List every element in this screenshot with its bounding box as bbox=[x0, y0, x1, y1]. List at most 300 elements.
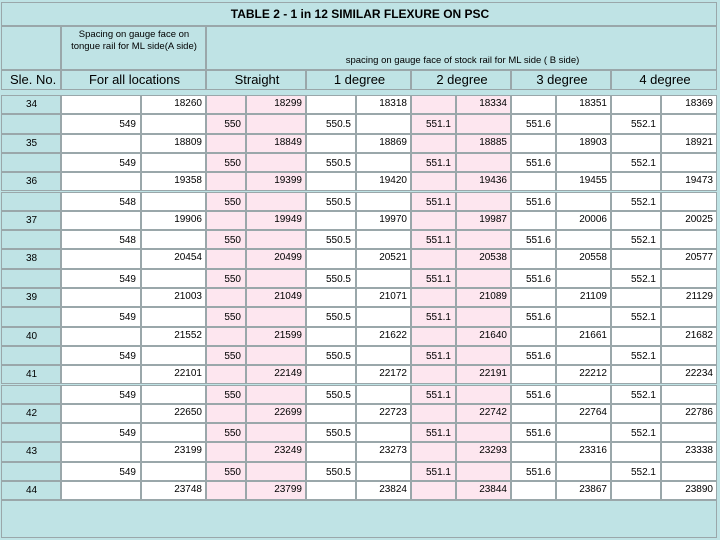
table-cell bbox=[1, 153, 61, 172]
cell-value: 19906 bbox=[174, 213, 202, 225]
table-cell bbox=[306, 288, 356, 307]
table-cell bbox=[661, 423, 717, 442]
table-cell bbox=[61, 365, 141, 384]
table-cell bbox=[246, 249, 306, 268]
header-4deg-cell bbox=[611, 70, 717, 90]
cell-value: 550 bbox=[224, 466, 241, 478]
table-cell bbox=[661, 134, 717, 153]
table-cell bbox=[306, 365, 356, 384]
cell-value: 21682 bbox=[685, 329, 713, 341]
table-cell bbox=[141, 172, 206, 191]
table-cell bbox=[306, 249, 356, 268]
table-cell bbox=[511, 346, 556, 365]
cell-value: 23338 bbox=[685, 445, 713, 457]
cell-value: 550 bbox=[224, 196, 241, 208]
table-cell bbox=[456, 307, 511, 326]
cell-value: 549 bbox=[119, 428, 136, 440]
table-cell bbox=[456, 365, 511, 384]
cell-value: 19473 bbox=[685, 175, 713, 187]
table-cell bbox=[61, 95, 141, 114]
cell-value: 549 bbox=[119, 466, 136, 478]
cell-value: 552.1 bbox=[630, 350, 656, 362]
cell-value: 18260 bbox=[174, 98, 202, 109]
table-cell bbox=[141, 192, 206, 211]
table-cell bbox=[556, 211, 611, 230]
cell-value: 18809 bbox=[174, 136, 202, 148]
table-cell bbox=[306, 346, 356, 365]
cell-value: 549 bbox=[119, 389, 136, 401]
table-cell bbox=[141, 346, 206, 365]
table-cell bbox=[306, 462, 356, 481]
table-cell bbox=[356, 404, 411, 423]
cell-value: 551.6 bbox=[525, 119, 551, 131]
table-cell bbox=[1, 404, 61, 423]
table-cell bbox=[356, 462, 411, 481]
table-cell bbox=[246, 192, 306, 211]
table-cell bbox=[556, 288, 611, 307]
table-cell bbox=[206, 442, 246, 461]
cell-value: 19399 bbox=[274, 175, 302, 187]
cell-value: 20025 bbox=[685, 213, 713, 225]
cell-value: 551.6 bbox=[525, 273, 551, 285]
table-cell bbox=[556, 442, 611, 461]
table-cell bbox=[206, 249, 246, 268]
table-cell bbox=[141, 462, 206, 481]
cell-value: 38 bbox=[26, 253, 38, 265]
table-cell bbox=[206, 95, 246, 114]
table-cell bbox=[306, 153, 356, 172]
cell-value: 552.1 bbox=[630, 119, 656, 131]
table-cell bbox=[246, 211, 306, 230]
table-cell bbox=[206, 192, 246, 211]
table-cell bbox=[246, 307, 306, 326]
table-cell bbox=[1, 500, 717, 538]
table-cell bbox=[246, 134, 306, 153]
cell-value: 22723 bbox=[379, 406, 407, 418]
table-cell bbox=[306, 95, 356, 114]
table-cell bbox=[61, 462, 141, 481]
cell-value: 549 bbox=[119, 119, 136, 131]
table-cell bbox=[556, 95, 611, 114]
table-cell bbox=[61, 385, 141, 404]
table-cell bbox=[661, 249, 717, 268]
cell-value: 551.1 bbox=[425, 466, 451, 478]
cell-value: 551.1 bbox=[425, 273, 451, 285]
table-cell bbox=[141, 269, 206, 288]
table-cell bbox=[411, 95, 456, 114]
cell-value: 23799 bbox=[274, 484, 302, 495]
cell-value: 23273 bbox=[379, 445, 407, 457]
cell-value: 21552 bbox=[174, 329, 202, 341]
table-cell bbox=[1, 365, 61, 384]
table-cell bbox=[411, 385, 456, 404]
cell-value: 549 bbox=[119, 273, 136, 285]
table-cell bbox=[1, 192, 61, 211]
table-cell bbox=[356, 230, 411, 249]
cell-value: 548 bbox=[119, 235, 136, 247]
table-cell bbox=[611, 481, 661, 500]
table-cell bbox=[141, 95, 206, 114]
header-straight-label: Straight bbox=[234, 72, 280, 87]
cell-value: 550.5 bbox=[325, 466, 351, 478]
table-cell bbox=[511, 230, 556, 249]
cell-value: 19420 bbox=[379, 175, 407, 187]
table-cell bbox=[246, 269, 306, 288]
table-cell bbox=[141, 114, 206, 133]
table-cell bbox=[306, 230, 356, 249]
table-cell bbox=[1, 211, 61, 230]
table-cell bbox=[206, 404, 246, 423]
cell-value: 549 bbox=[119, 350, 136, 362]
table-cell bbox=[246, 95, 306, 114]
table-cell bbox=[661, 114, 717, 133]
table-cell bbox=[456, 404, 511, 423]
table-cell bbox=[141, 481, 206, 500]
table-cell bbox=[61, 192, 141, 211]
cell-value: 550.5 bbox=[325, 273, 351, 285]
cell-value: 551.1 bbox=[425, 119, 451, 131]
table-cell bbox=[306, 269, 356, 288]
header-sle-cell bbox=[1, 70, 61, 90]
header-all-label: For all locations bbox=[88, 72, 181, 87]
table-cell bbox=[411, 134, 456, 153]
table-cell bbox=[206, 153, 246, 172]
cell-value: 23316 bbox=[579, 445, 607, 457]
table-cell bbox=[246, 288, 306, 307]
header-straight-cell bbox=[206, 70, 306, 90]
cell-value: 41 bbox=[26, 369, 38, 381]
table-cell bbox=[511, 307, 556, 326]
cell-value: 552.1 bbox=[630, 273, 656, 285]
table-cell bbox=[611, 153, 661, 172]
cell-value: 550.5 bbox=[325, 119, 351, 131]
table-cell bbox=[306, 481, 356, 500]
table-cell bbox=[456, 230, 511, 249]
cell-value: 20499 bbox=[274, 252, 302, 264]
cell-value: 548 bbox=[119, 196, 136, 208]
cell-value: 22786 bbox=[685, 406, 713, 418]
cell-value: 552.1 bbox=[630, 466, 656, 478]
cell-value: 551.1 bbox=[425, 196, 451, 208]
cell-value: 18849 bbox=[274, 136, 302, 148]
table-cell bbox=[411, 442, 456, 461]
cell-value: 550 bbox=[224, 157, 241, 169]
cell-value: 551.6 bbox=[525, 350, 551, 362]
table-cell bbox=[661, 442, 717, 461]
table-cell bbox=[1, 462, 61, 481]
table-cell bbox=[141, 249, 206, 268]
cell-value: 23890 bbox=[685, 484, 713, 495]
table-cell bbox=[246, 327, 306, 346]
table-cell bbox=[511, 462, 556, 481]
table-cell bbox=[456, 442, 511, 461]
cell-value: 551.6 bbox=[525, 389, 551, 401]
cell-value: 550.5 bbox=[325, 428, 351, 440]
table-cell bbox=[611, 230, 661, 249]
cell-value: 551.1 bbox=[425, 428, 451, 440]
header-3deg-cell bbox=[511, 70, 611, 90]
table-cell bbox=[246, 114, 306, 133]
table-cell bbox=[661, 307, 717, 326]
cell-value: 20577 bbox=[685, 252, 713, 264]
cell-value: 18369 bbox=[685, 98, 713, 109]
table-cell bbox=[556, 481, 611, 500]
table-cell bbox=[511, 442, 556, 461]
cell-value: 21599 bbox=[274, 329, 302, 341]
cell-value: 21622 bbox=[379, 329, 407, 341]
table-cell bbox=[411, 307, 456, 326]
cell-value: 550.5 bbox=[325, 389, 351, 401]
cell-value: 20538 bbox=[479, 252, 507, 264]
cell-value: 21071 bbox=[379, 291, 407, 302]
table-cell bbox=[356, 172, 411, 191]
header-2deg-label: 2 degree bbox=[436, 72, 488, 87]
cell-value: 552.1 bbox=[630, 157, 656, 169]
table-cell bbox=[511, 134, 556, 153]
table-cell bbox=[411, 288, 456, 307]
header-blank-cell bbox=[1, 26, 61, 70]
table-cell bbox=[61, 346, 141, 365]
table-cell bbox=[356, 288, 411, 307]
table-cell bbox=[306, 307, 356, 326]
cell-value: 551.1 bbox=[425, 350, 451, 362]
table-cell bbox=[246, 385, 306, 404]
table-cell bbox=[61, 327, 141, 346]
table-cell bbox=[206, 269, 246, 288]
cell-value: 35 bbox=[26, 137, 38, 149]
cell-value: 18318 bbox=[379, 98, 407, 109]
table-cell bbox=[411, 114, 456, 133]
table-cell bbox=[611, 346, 661, 365]
table-cell bbox=[456, 288, 511, 307]
cell-value: 551.6 bbox=[525, 466, 551, 478]
table-cell bbox=[611, 134, 661, 153]
table-cell bbox=[511, 172, 556, 191]
table-cell bbox=[511, 365, 556, 384]
table-cell bbox=[356, 192, 411, 211]
cell-value: 19987 bbox=[479, 213, 507, 225]
table-cell bbox=[556, 230, 611, 249]
table-cell bbox=[556, 385, 611, 404]
cell-value: 19455 bbox=[579, 175, 607, 187]
table-cell bbox=[306, 404, 356, 423]
header-4deg-label: 4 degree bbox=[639, 72, 691, 87]
cell-value: 23748 bbox=[174, 484, 202, 495]
table-cell bbox=[556, 307, 611, 326]
table-cell bbox=[246, 423, 306, 442]
table-cell bbox=[556, 269, 611, 288]
table-cell bbox=[1, 172, 61, 191]
cell-value: 39 bbox=[26, 292, 38, 303]
table-cell bbox=[246, 462, 306, 481]
table-cell bbox=[556, 192, 611, 211]
cell-value: 22212 bbox=[579, 368, 607, 380]
table-cell bbox=[411, 365, 456, 384]
cell-value: 551.6 bbox=[525, 428, 551, 440]
table-cell bbox=[456, 481, 511, 500]
table-cell bbox=[411, 230, 456, 249]
table-cell bbox=[661, 385, 717, 404]
table-cell bbox=[456, 385, 511, 404]
table-cell bbox=[61, 307, 141, 326]
table-cell bbox=[511, 249, 556, 268]
cell-value: 22149 bbox=[274, 368, 302, 380]
table-cell bbox=[511, 114, 556, 133]
table-cell bbox=[611, 423, 661, 442]
table-cell bbox=[356, 385, 411, 404]
table-cell bbox=[141, 134, 206, 153]
cell-value: 19436 bbox=[479, 175, 507, 187]
header-all-cell bbox=[61, 70, 206, 90]
cell-value: 550 bbox=[224, 273, 241, 285]
title-cell bbox=[1, 2, 717, 26]
cell-value: 18334 bbox=[479, 98, 507, 109]
table-cell bbox=[246, 404, 306, 423]
cell-value: 20558 bbox=[579, 252, 607, 264]
table-cell bbox=[356, 365, 411, 384]
cell-value: 20454 bbox=[174, 252, 202, 264]
table-cell bbox=[411, 462, 456, 481]
cell-value: 550 bbox=[224, 235, 241, 247]
table-cell bbox=[456, 423, 511, 442]
table-cell bbox=[456, 211, 511, 230]
table-cell bbox=[611, 269, 661, 288]
cell-value: 550.5 bbox=[325, 235, 351, 247]
cell-value: 21049 bbox=[274, 291, 302, 302]
cell-value: 23867 bbox=[579, 484, 607, 495]
cell-value: 23824 bbox=[379, 484, 407, 495]
header-sle-label: Sle. No. bbox=[10, 72, 57, 87]
cell-value: 550.5 bbox=[325, 312, 351, 324]
cell-value: 22764 bbox=[579, 406, 607, 418]
table-cell bbox=[206, 114, 246, 133]
cell-value: 36 bbox=[26, 176, 38, 188]
table-cell bbox=[206, 481, 246, 500]
cell-value: 551.6 bbox=[525, 157, 551, 169]
table-cell bbox=[206, 230, 246, 249]
table-cell bbox=[1, 134, 61, 153]
cell-value: 18351 bbox=[579, 98, 607, 109]
table-cell bbox=[411, 153, 456, 172]
table-cell bbox=[661, 462, 717, 481]
table-cell bbox=[411, 481, 456, 500]
cell-value: 550.5 bbox=[325, 196, 351, 208]
table-cell bbox=[141, 442, 206, 461]
cell-value: 549 bbox=[119, 157, 136, 169]
table-cell bbox=[306, 211, 356, 230]
cell-value: 551.6 bbox=[525, 196, 551, 208]
table-cell bbox=[61, 481, 141, 500]
table-cell bbox=[1, 481, 61, 500]
table-cell bbox=[141, 288, 206, 307]
table-cell bbox=[141, 230, 206, 249]
table-cell bbox=[356, 249, 411, 268]
table-cell bbox=[556, 134, 611, 153]
table-cell bbox=[141, 211, 206, 230]
table-cell bbox=[556, 365, 611, 384]
cell-value: 23199 bbox=[174, 445, 202, 457]
table-cell bbox=[661, 95, 717, 114]
table-cell bbox=[411, 404, 456, 423]
table-cell bbox=[206, 385, 246, 404]
cell-value: 22101 bbox=[174, 368, 202, 380]
table-cell bbox=[661, 365, 717, 384]
table-cell bbox=[611, 462, 661, 481]
table-cell bbox=[61, 423, 141, 442]
table-cell bbox=[611, 249, 661, 268]
table-cell bbox=[661, 269, 717, 288]
table-cell bbox=[246, 365, 306, 384]
table-cell bbox=[356, 269, 411, 288]
header-3deg-label: 3 degree bbox=[536, 72, 588, 87]
cell-value: 550.5 bbox=[325, 157, 351, 169]
table-cell bbox=[556, 346, 611, 365]
cell-value: 549 bbox=[119, 312, 136, 324]
table-cell bbox=[1, 442, 61, 461]
cell-value: 551.1 bbox=[425, 389, 451, 401]
table-cell bbox=[456, 192, 511, 211]
table-cell bbox=[611, 95, 661, 114]
cell-value: 37 bbox=[26, 214, 38, 226]
table-cell bbox=[356, 423, 411, 442]
cell-value: 40 bbox=[26, 330, 38, 342]
table-cell bbox=[306, 423, 356, 442]
cell-value: 18869 bbox=[379, 136, 407, 148]
table-cell bbox=[61, 153, 141, 172]
table-cell bbox=[611, 192, 661, 211]
table-cell bbox=[511, 481, 556, 500]
table-cell bbox=[141, 423, 206, 442]
table-cell bbox=[611, 385, 661, 404]
table-cell bbox=[611, 211, 661, 230]
table-cell bbox=[206, 211, 246, 230]
table-cell bbox=[246, 153, 306, 172]
table-cell bbox=[306, 327, 356, 346]
table-cell bbox=[456, 346, 511, 365]
table-cell bbox=[611, 172, 661, 191]
table-cell bbox=[611, 404, 661, 423]
table-cell bbox=[1, 114, 61, 133]
table-cell bbox=[141, 327, 206, 346]
table-cell bbox=[661, 192, 717, 211]
table-cell bbox=[456, 249, 511, 268]
table-cell bbox=[206, 365, 246, 384]
table-cell bbox=[611, 307, 661, 326]
table-cell bbox=[511, 423, 556, 442]
table-cell bbox=[456, 134, 511, 153]
table-cell bbox=[556, 249, 611, 268]
cell-value: 550 bbox=[224, 119, 241, 131]
cell-value: 550 bbox=[224, 389, 241, 401]
table-cell bbox=[61, 442, 141, 461]
cell-value: 18921 bbox=[685, 136, 713, 148]
cell-value: 23844 bbox=[479, 484, 507, 495]
table-cell bbox=[456, 95, 511, 114]
table-cell bbox=[61, 134, 141, 153]
table-cell bbox=[411, 172, 456, 191]
table-cell bbox=[206, 172, 246, 191]
table-cell bbox=[61, 269, 141, 288]
table-cell bbox=[61, 114, 141, 133]
table-cell bbox=[611, 327, 661, 346]
table-title: TABLE 2 - 1 in 12 SIMILAR FLEXURE ON PSC bbox=[230, 7, 490, 21]
table-cell bbox=[306, 192, 356, 211]
cell-value: 21003 bbox=[174, 291, 202, 302]
table-cell bbox=[661, 327, 717, 346]
table-cell bbox=[206, 462, 246, 481]
table-cell bbox=[411, 192, 456, 211]
cell-value: 20521 bbox=[379, 252, 407, 264]
